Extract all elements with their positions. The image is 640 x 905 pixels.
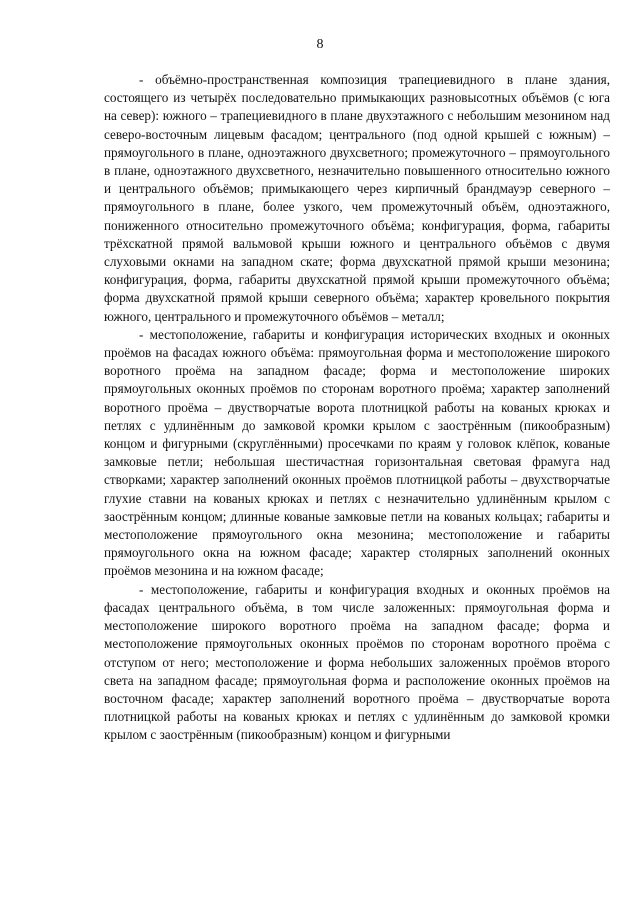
page-number: 8 (316, 37, 324, 52)
body-text (104, 71, 610, 745)
paragraph-south-volume-openings: - местоположение, габариты и конфигурация исторических входных и оконных проёмов на фасадах южного объёма: прямоугольная форма и местоположение широкого воротного проёма на западном фасаде; форма и местоположение широких прямоугольных оконных проёмов по сторонам воротного проёма; характер заполнений воротного проёма – двустворчатые ворота плотницкой работы на кованых крюках и петлях с удлинённым до замковой кромки крылом с заострённым (пикообразным) концом и фигурными (скруглёнными) просечками по краям у головок клёпок, кованые замковые петли; небольшая шестичастная горизонтальная световая фрамуга над створками; характер заполнений оконных проёмов плотницкой работы – двухстворчатые глухие ставни на кованых крюках и петлях с незначительно удлинённым крылом с заострённым концом; длинные кованые замковые петли на кованых кольцах; габариты и местоположение прямоугольного окна мезонина; местоположение и габариты прямоугольного окна на южном фасаде; характер столярных заполнений оконных проёмов мезонина и на южном фасаде; (104, 326, 610, 579)
paragraph-volumetric-composition: - объёмно-пространственная композиция трапециевидного в плане здания, состоящего из четырёх последовательно примыкающих разновысотных объёмов (с юга на север): южного – трапециевидного в плане двухэтажного с небольшим мезонином над северо-восточным лицевым фасадом; центрального (под одной крышей с южным) – прямоугольного в плане, одноэтажного двухсветного; промежуточного – прямоугольного в плане, одноэтажного двухсветного, незначительно повышенного относительно южного и центрального объёмов; примыкающего через кирпичный брандмауэр северного – прямоугольного в плане, более узкого, чем промежуточный объём, одноэтажного, пониженного относительно промежуточного объёма; конфигурация, форма, габариты трёхскатной прямой вальмовой крыши южного и центрального объёмов с двумя слуховыми окнами на западном скате; форма двухскатной прямой крыши мезонина; конфигурация, форма, габариты двухскатной прямой крыши промежуточного объёма; форма двухскатной прямой крыши северного объёма; характер кровельного покрытия южного, центрального и промежуточного объёмов – металл; (104, 72, 610, 324)
paragraph-central-volume-openings: - местоположение, габариты и конфигурация входных и оконных проёмов на фасадах центрального объёма, в том числе заложенных: прямоугольная форма и местоположение широкого воротного проёма на западном фасаде; форма и местоположение прямоугольных оконных проёмов по сторонам воротного проёма с отступом от него; местоположение и форма небольших заложенных проёмов второго света на западном фасаде; прямоугольная форма и расположение оконных проёмов на восточном фасаде; характер заполнений воротного проёма – двустворчатые ворота плотницкой работы на кованых крюках и петлях с удлинённым до замковой кромки крылом с заострённым (пикообразным) концом и фигурными (104, 581, 610, 743)
